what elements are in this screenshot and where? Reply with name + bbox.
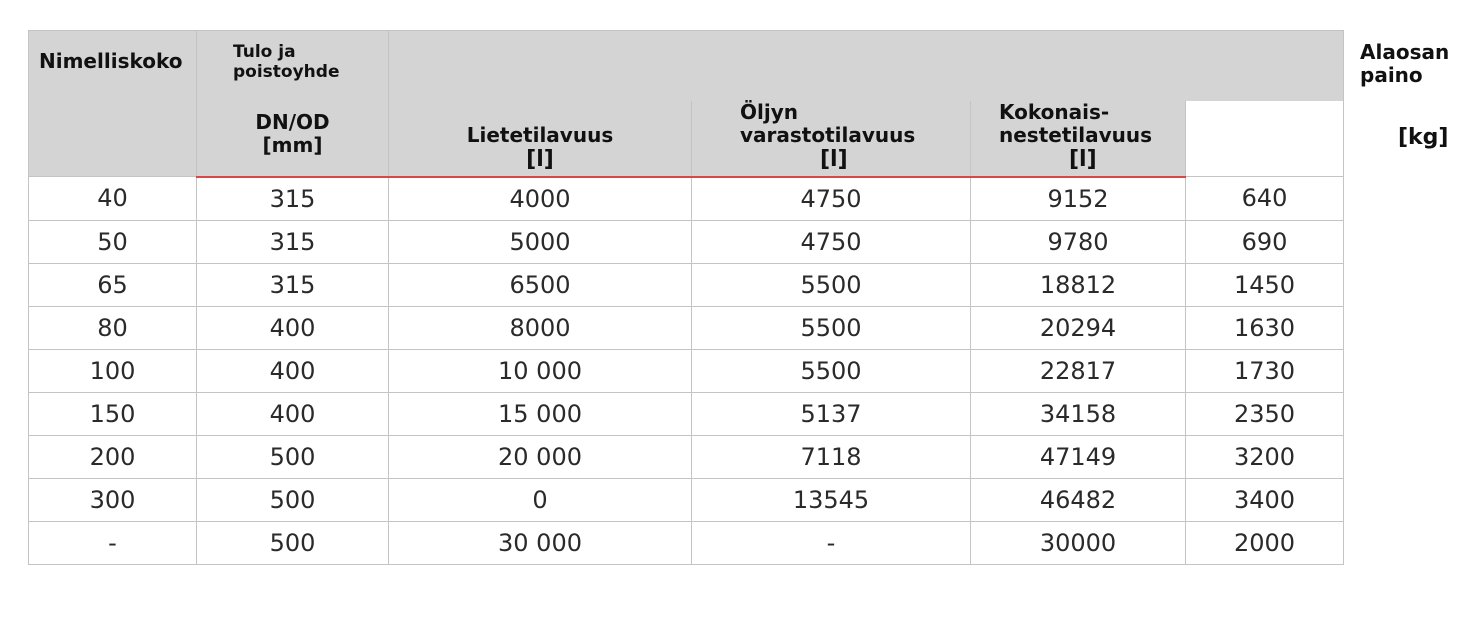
cell-oljyn-varastotilavuus: 5500: [692, 263, 971, 306]
cell-dn-od: 400: [197, 349, 389, 392]
cell-dn-od: 500: [197, 435, 389, 478]
cell-kokonaisnestetilavuus: 34158: [971, 392, 1186, 435]
cell-alaosan-paino: 640: [1186, 177, 1344, 221]
cell-lietetilavuus: 5000: [389, 220, 692, 263]
cell-dn-od: 500: [197, 521, 389, 564]
cell-lietetilavuus: 4000: [389, 177, 692, 221]
cell-nimelliskoko: 100: [29, 349, 197, 392]
specification-table: [28, 30, 1450, 565]
cell-oljyn-varastotilavuus: 7118: [692, 435, 971, 478]
cell-lietetilavuus: 10 000: [389, 349, 692, 392]
header-oljyn-varastotilavuus-label: Öljyn varastotilavuus: [740, 99, 916, 147]
cell-nimelliskoko: 40: [29, 177, 197, 221]
cell-alaosan-paino: 3400: [1186, 478, 1344, 521]
cell-oljyn-varastotilavuus: 5500: [692, 349, 971, 392]
table-row: [29, 521, 1344, 564]
cell-alaosan-paino: 3200: [1186, 435, 1344, 478]
cell-alaosan-paino: 1630: [1186, 306, 1344, 349]
header-oljyn-varastotilavuus-unit: [l]: [820, 146, 848, 172]
cell-lietetilavuus: 6500: [389, 263, 692, 306]
table-row: [29, 177, 1344, 221]
header-spacer: [389, 31, 1344, 101]
cell-kokonaisnestetilavuus: 9780: [971, 220, 1186, 263]
cell-nimelliskoko: 50: [29, 220, 197, 263]
cell-kokonaisnestetilavuus: 22817: [971, 349, 1186, 392]
header-lietetilavuus-unit: [l]: [526, 146, 554, 172]
cell-lietetilavuus: 0: [389, 478, 692, 521]
cell-nimelliskoko: 200: [29, 435, 197, 478]
table-row: [29, 220, 1344, 263]
cell-nimelliskoko: 65: [29, 263, 197, 306]
cell-lietetilavuus: 15 000: [389, 392, 692, 435]
header-nimelliskoko: Nimelliskoko: [29, 31, 197, 177]
table-row: [29, 263, 1344, 306]
header-oljyn-varastotilavuus: [692, 101, 971, 177]
cell-nimelliskoko: 80: [29, 306, 197, 349]
cell-kokonaisnestetilavuus: 18812: [971, 263, 1186, 306]
table-header: [29, 31, 1450, 177]
cell-kokonaisnestetilavuus: 20294: [971, 306, 1186, 349]
header-dn-od-unit: [mm]: [262, 132, 323, 157]
header-lietetilavuus: [389, 101, 692, 177]
cell-alaosan-paino: 2000: [1186, 521, 1344, 564]
header-dn-od: [197, 101, 389, 177]
header-dn-od-label: DN/OD: [255, 109, 330, 134]
header-kokonais-line2: nestetilavuus: [999, 122, 1153, 147]
header-kokonais-line1: Kokonais-: [999, 99, 1110, 124]
table-row: [29, 478, 1344, 521]
cell-nimelliskoko: 300: [29, 478, 197, 521]
cell-alaosan-paino: 1450: [1186, 263, 1344, 306]
cell-nimelliskoko: -: [29, 521, 197, 564]
cell-alaosan-paino: 1730: [1186, 349, 1344, 392]
cell-dn-od: 315: [197, 177, 389, 221]
table-row: [29, 349, 1344, 392]
header-kokonaisnestetilavuus: [971, 101, 1186, 177]
table-row: [29, 306, 1344, 349]
cell-oljyn-varastotilavuus: 13545: [692, 478, 971, 521]
cell-alaosan-paino: 690: [1186, 220, 1344, 263]
cell-dn-od: 315: [197, 220, 389, 263]
cell-dn-od: 400: [197, 392, 389, 435]
cell-kokonaisnestetilavuus: 47149: [971, 435, 1186, 478]
table-row: [29, 435, 1344, 478]
table-body: [29, 177, 1344, 565]
cell-lietetilavuus: 8000: [389, 306, 692, 349]
cell-oljyn-varastotilavuus: 5500: [692, 306, 971, 349]
table-row: [29, 392, 1344, 435]
header-tulo-ja-poistoyhde: Tulo ja poistoyhde: [197, 31, 389, 101]
header-alaosan-paino-label: Alaosan paino: [1360, 40, 1450, 87]
cell-nimelliskoko: 150: [29, 392, 197, 435]
cell-lietetilavuus: 20 000: [389, 435, 692, 478]
cell-oljyn-varastotilavuus: -: [692, 521, 971, 564]
cell-dn-od: 500: [197, 478, 389, 521]
cell-oljyn-varastotilavuus: 4750: [692, 177, 971, 221]
cell-dn-od: 400: [197, 306, 389, 349]
cell-lietetilavuus: 30 000: [389, 521, 692, 564]
cell-dn-od: 315: [197, 263, 389, 306]
cell-oljyn-varastotilavuus: 4750: [692, 220, 971, 263]
cell-kokonaisnestetilavuus: 9152: [971, 177, 1186, 221]
cell-kokonaisnestetilavuus: 46482: [971, 478, 1186, 521]
cell-kokonaisnestetilavuus: 30000: [971, 521, 1186, 564]
cell-alaosan-paino: 2350: [1186, 392, 1344, 435]
header-alaosan-paino-unit: [kg]: [1398, 125, 1449, 150]
cell-oljyn-varastotilavuus: 5137: [692, 392, 971, 435]
header-lietetilavuus-label: Lietetilavuus: [466, 122, 614, 147]
header-kokonais-unit: [l]: [1069, 146, 1097, 172]
